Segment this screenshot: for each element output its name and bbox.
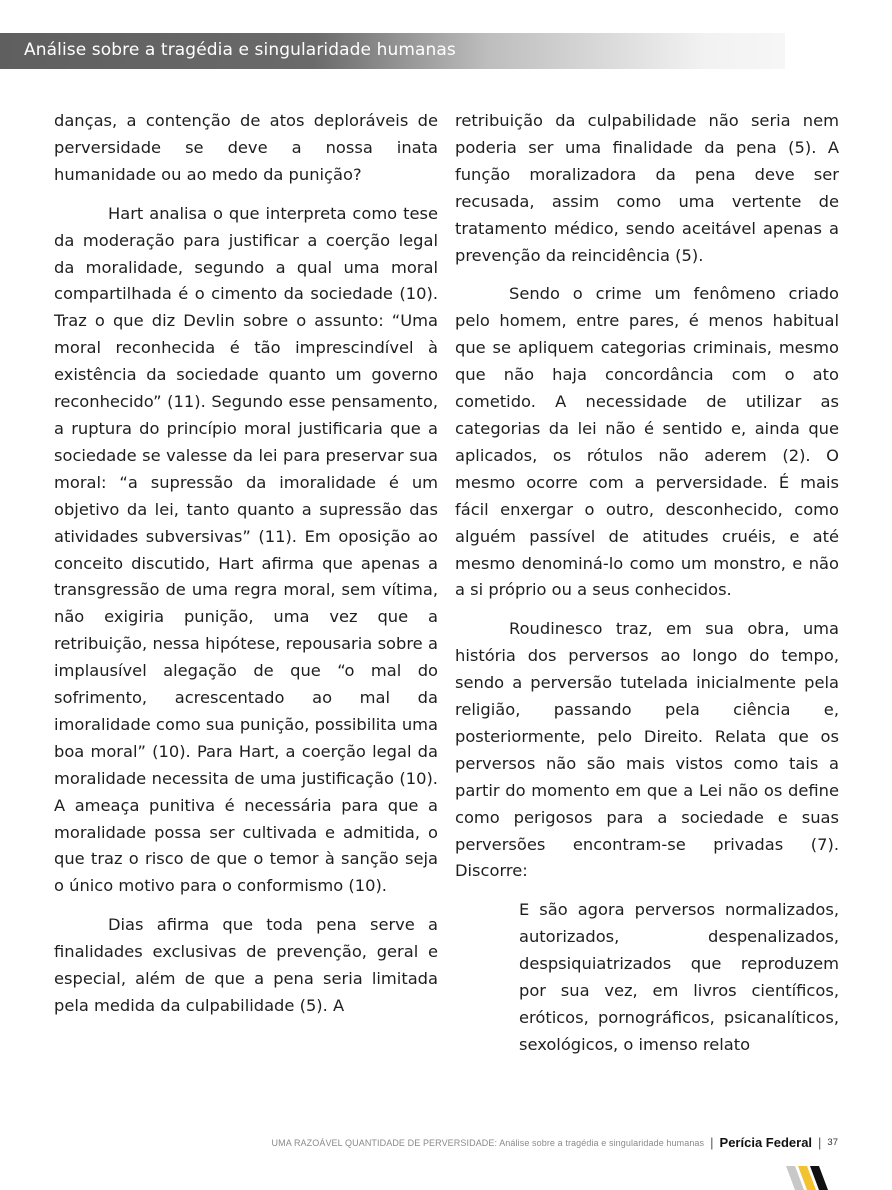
page-footer [272,1135,838,1150]
running-title: UMA RAZOÁVEL QUANTIDADE DE PERVERSIDADE: Análise sobre a tragédia e singularidade humanas [271,1137,705,1148]
paragraph: Dias afirma que toda pena serve a finalidades exclusivas de prevenção, geral e especial, além de que a pena seria limitada pela medida da culpabilidade (5). A [54,915,438,1015]
footer-separator: | [818,1135,822,1150]
paragraph: Sendo o crime um fenômeno criado pelo homem, entre pares, é menos habitual que se apliquem categorias criminais, mesmo que não haja concordância com o ato cometido. A necessidade de utilizar as categorias da lei não é sentido e, ainda que aplicados, os rótulos não aderem (2). O mesmo ocorre com a perversidade. É mais fácil enxergar o outro, desconhecido, como alguém passível de atitudes cruéis, e até mesmo denominá-lo como um monstro, e não a si próprio ou a seus conhecidos. [455,284,839,600]
section-title: Análise sobre a tragédia e singularidade humanas [24,40,456,60]
right-column [455,108,839,1071]
paragraph: Roudinesco traz, em sua obra, uma história dos perversos ao longo do tempo, sendo a perversão tutelada inicialmente pela religião, passando pela ciência e, posteriormente, pelo Direito. Relata que os perversos não são mais vistos como tais a partir do momento em que a Lei não os define como perigosos para a sociedade e suas perversões encontram-se privadas (7). Discorre: [455,619,839,881]
footer-separator: | [710,1135,714,1150]
stripes-logo-icon [786,1166,834,1190]
paragraph: danças, a contenção de atos deploráveis de perversidade se deve a nossa inata humanidade ou ao medo da punição? [54,111,438,184]
section-header-bar [0,33,785,69]
block-quote: E são agora perversos normalizados, autorizados, despenalizados, despsiquiatrizados que reproduzem por sua vez, em livros científicos, eróticos, pornográficos, psicanalíticos, sexológicos, o imenso relato [519,900,839,1054]
journal-name: Perícia Federal [719,1135,813,1150]
page-number: 37 [827,1137,838,1148]
paragraph: retribuição da culpabilidade não seria nem poderia ser uma finalidade da pena (5). A função moralizadora da pena deve ser recusada, assim como uma vertente de tratamento médico, sendo aceitável apenas a prevenção da reincidência (5). [455,111,839,265]
paragraph: Hart analisa o que interpreta como tese da moderação para justificar a coerção legal da moralidade, segundo a qual uma moral compartilhada é o cimento da sociedade (10). Traz o que diz Devlin sobre o assunto: “Uma moral reconhecida é tão imprescindível à existência da sociedade quanto um governo reconhecido” (11). Segundo esse pensamento, a ruptura do princípio moral justificaria que a sociedade se valesse da lei para preservar sua moral: “a supressão da imoralidade é um objetivo da lei, tanto quanto a supressão das atividades subversivas” (11). Em oposição ao conceito discutido, Hart afirma que apenas a transgressão de uma regra moral, sem vítima, não exigiria punição, uma vez que a retribuição, nessa hipótese, repousaria sobre a implausível alegação de que “o mal do sofrimento, acrescentado ao mal da imoralidade como sua punição, possibilita uma boa moral” (10). Para Hart, a coerção legal da moralidade necessita de uma justificação (10). A ameaça punitiva é necessária para que a moralidade possa ser cultivada e admitida, o que traz o risco de que o temor à sanção seja o único motivo para o conformismo (10). [54,203,438,896]
left-column [54,108,438,1032]
